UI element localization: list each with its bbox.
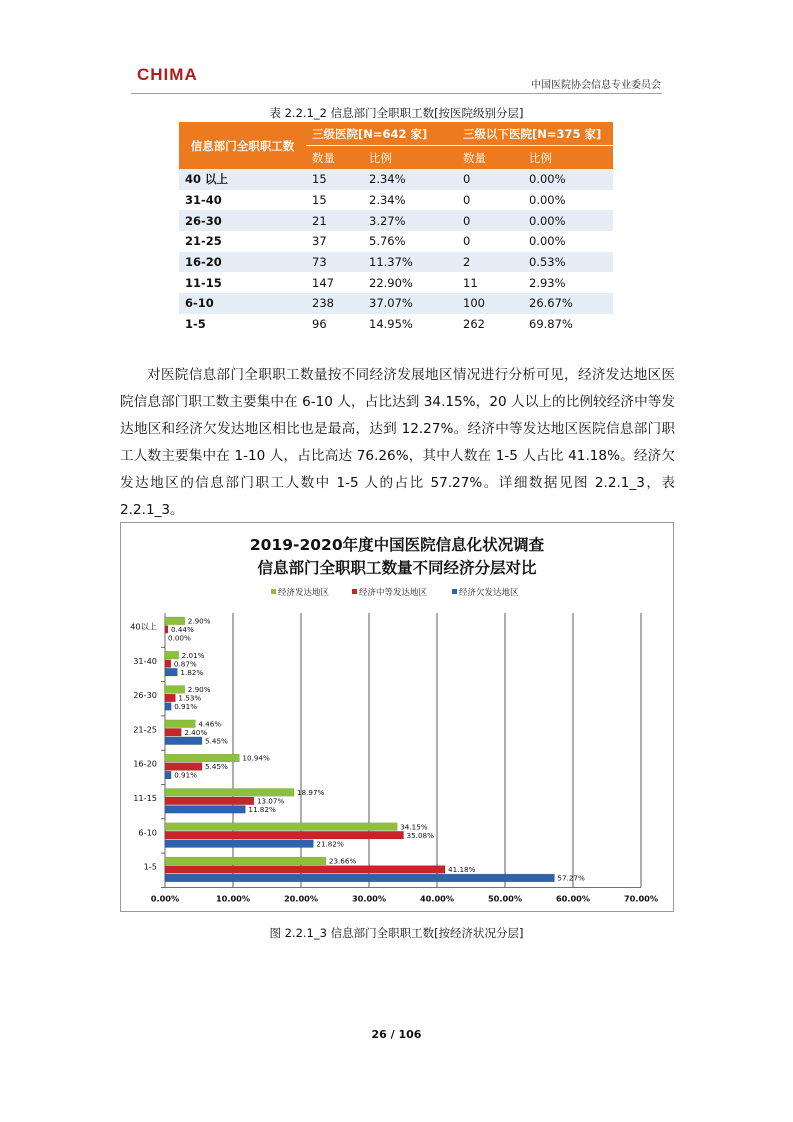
data-label: 35.08%: [406, 830, 434, 840]
data-label: 5.45%: [205, 736, 228, 746]
chart-plot: [121, 523, 673, 911]
chima-logo: [137, 65, 198, 85]
bar-chart: [120, 522, 674, 912]
bar: [165, 668, 177, 676]
data-label: 34.15%: [400, 822, 428, 832]
figure-caption: 图 2.2.1_3 信息部门全职职工数[按经济状况分层]: [269, 926, 524, 940]
table-row: [179, 210, 613, 231]
table-cell: 3.27%: [363, 210, 457, 231]
bar: [165, 771, 171, 779]
y-category-label: 21-25: [133, 724, 157, 735]
table-cell: 37: [306, 231, 363, 252]
table-cell: 21: [306, 210, 363, 231]
bar: [165, 754, 239, 762]
table-cell: 37.07%: [363, 293, 457, 314]
table-cell: 69.87%: [523, 314, 613, 335]
x-tick-label: 70.00%: [623, 893, 659, 904]
row-category: 31-40: [179, 190, 306, 211]
subheader-ratio: 比例: [363, 146, 457, 170]
bar: [165, 686, 185, 694]
bar: [165, 626, 168, 634]
data-label: 5.45%: [205, 762, 228, 772]
x-tick-label: 10.00%: [215, 893, 251, 904]
data-label: 18.97%: [296, 788, 325, 797]
staff-table: [179, 122, 613, 335]
data-label: 41.18%: [448, 865, 476, 875]
data-label: 2.40%: [184, 727, 208, 737]
table-cell: 15: [306, 169, 363, 190]
table-cell: 0.00%: [523, 231, 613, 252]
bar: [165, 763, 202, 771]
table-cell: 15: [306, 190, 363, 211]
bar: [165, 617, 185, 625]
y-category-label: 6-10: [138, 827, 157, 838]
bar: [165, 874, 554, 882]
bar: [165, 797, 254, 805]
chart-title: 2019-2020年度中国医院信息化状况调查: [249, 536, 545, 554]
data-label: 2.90%: [187, 616, 211, 626]
table-cell: 0.53%: [523, 252, 613, 273]
subheader-count: 数量: [457, 146, 523, 170]
table-cell: 5.76%: [363, 231, 457, 252]
legend-label: 经济中等发达地区: [359, 588, 428, 598]
table-caption: 表 2.2.1_2 信息部门全职职工数[按医院级别分层]: [269, 106, 524, 120]
table-cell: 100: [457, 293, 523, 314]
table-cell: 0.00%: [523, 210, 613, 231]
data-label: 1.53%: [178, 693, 202, 703]
data-label: 0.00%: [168, 633, 191, 643]
bar: [165, 703, 171, 711]
data-label: 0.91%: [174, 770, 198, 780]
data-label: 11.82%: [248, 805, 276, 814]
table-cell: 22.90%: [363, 272, 457, 293]
table-cell: 147: [306, 272, 363, 293]
subheader-count: 数量: [306, 146, 363, 170]
data-label: 2.90%: [187, 685, 211, 695]
table-cell: 11: [457, 272, 523, 293]
page-number: 26 / 106: [371, 1028, 422, 1041]
bar: [165, 651, 179, 659]
table-cell: 14.95%: [363, 314, 457, 335]
table-cell: 2.93%: [523, 272, 613, 293]
table-cell: 0: [457, 169, 523, 190]
row-category: 16-20: [179, 252, 306, 273]
body-paragraph: 对医院信息部门全职职工数量按不同经济发展地区情况进行分析可见，经济发达地区医院信息部门职工数主要集中在 6-10 人，占比达到 34.15%，20 人以上的比例较经济中等发达地区和经济欠发达地区相比也是最高，达到 12.27%。经济中等发达地区医院信息部门职工人数主要集中在 1-10 人，占比高达 76.26%，其中人数在 1-5 人占比 41.18%。经济欠发达地区的信息部门职工人数中 1-5 人的占比 57.27%。详细数据见图 2.2.1_3，表 2.2.1_3。: [120, 367, 675, 518]
table-cell: 2.34%: [363, 190, 457, 211]
table-row: [179, 252, 613, 273]
bar: [165, 720, 195, 728]
bar: [165, 789, 294, 797]
table-cell: 11.37%: [363, 252, 457, 273]
data-label: 0.91%: [174, 702, 198, 712]
data-label: 0.44%: [170, 625, 194, 634]
bar: [165, 806, 245, 814]
data-label: 21.82%: [316, 839, 344, 849]
x-tick-label: 40.00%: [419, 893, 455, 904]
logo-text: CHIMA: [137, 65, 198, 84]
table-cell: 0: [457, 190, 523, 211]
table-cell: 26.67%: [523, 293, 613, 314]
table-row: [179, 190, 613, 211]
table-cell: 2: [457, 252, 523, 273]
table-cell: 0: [457, 210, 523, 231]
data-label: 2.01%: [181, 650, 205, 660]
legend-label: 经济欠发达地区: [459, 588, 519, 598]
header-rule: [131, 93, 662, 94]
y-category-label: 11-15: [133, 793, 157, 803]
row-category: 11-15: [179, 272, 306, 293]
data-label: 4.46%: [198, 719, 222, 729]
row-category: 1-5: [179, 314, 306, 335]
row-category: 6-10: [179, 293, 306, 314]
bar: [165, 866, 445, 874]
table-cell: 0.00%: [523, 190, 613, 211]
x-tick-label: 0.00%: [150, 893, 180, 904]
y-category-label: 1-5: [143, 861, 157, 872]
table-cell: 2.34%: [363, 169, 457, 190]
chart-subtitle: 信息部门全职职工数量不同经济分层对比: [257, 559, 537, 577]
table-cell: 262: [457, 314, 523, 335]
bar: [165, 728, 181, 736]
table-cell: 0.00%: [523, 169, 613, 190]
group-header-below-tier3: 三级以下医院[N=375 家]: [457, 122, 613, 146]
table-cell: 0: [457, 231, 523, 252]
header-organization: 中国医院协会信息专业委员会: [531, 80, 661, 91]
y-category-label: 31-40: [133, 655, 157, 666]
table-cell: 96: [306, 314, 363, 335]
bar: [165, 840, 313, 848]
row-category: 40 以上: [179, 169, 306, 190]
data-label: 57.27%: [557, 873, 585, 883]
legend-swatch: [452, 589, 457, 594]
table-cell: 238: [306, 293, 363, 314]
table-row: [179, 169, 613, 190]
legend-swatch: [352, 589, 357, 594]
y-category-label: 26-30: [133, 690, 157, 701]
table-row: [179, 314, 613, 335]
legend-label: 经济发达地区: [278, 588, 330, 598]
row-category: 26-30: [179, 210, 306, 231]
legend-swatch: [271, 589, 276, 594]
group-header-tier3: 三级医院[N=642 家]: [306, 122, 457, 146]
data-label: 10.94%: [242, 753, 270, 763]
x-tick-label: 50.00%: [487, 893, 523, 904]
data-label: 1.82%: [180, 667, 204, 677]
x-tick-label: 20.00%: [283, 893, 319, 904]
bar: [165, 694, 175, 702]
bar: [165, 737, 202, 745]
data-label: 13.07%: [256, 796, 285, 806]
x-tick-label: 60.00%: [555, 893, 591, 904]
table-row: [179, 272, 613, 293]
table-row: [179, 231, 613, 252]
bar: [165, 831, 404, 839]
subheader-ratio: 比例: [523, 146, 613, 170]
data-label: 0.87%: [173, 659, 197, 669]
table-corner-header: 信息部门全职职工数: [179, 122, 306, 169]
table-row: [179, 293, 613, 314]
row-category: 21-25: [179, 231, 306, 252]
table-cell: 73: [306, 252, 363, 273]
bar: [165, 857, 326, 865]
x-tick-label: 30.00%: [351, 893, 387, 904]
bar: [165, 660, 171, 668]
bar: [165, 823, 397, 831]
data-label: 23.66%: [328, 856, 357, 866]
y-category-label: 40以上: [130, 621, 157, 632]
y-category-label: 16-20: [133, 758, 157, 769]
